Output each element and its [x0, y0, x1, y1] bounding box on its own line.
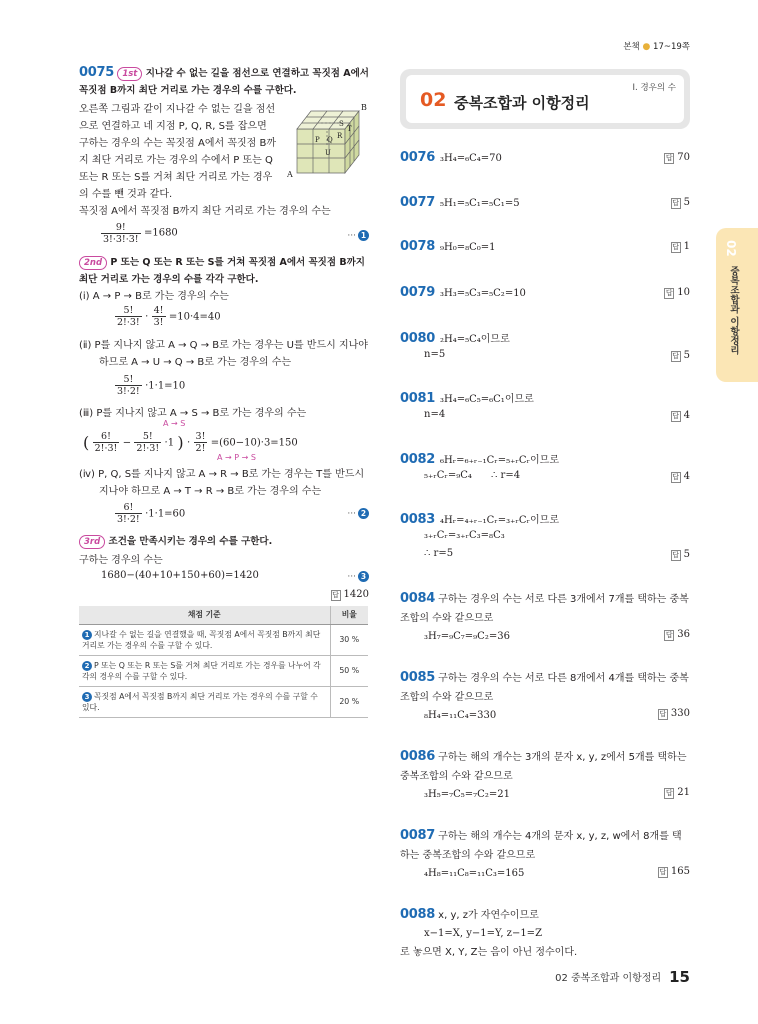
final-lead: 구하는 경우의 수는: [79, 555, 163, 566]
step-2-text: P 또는 Q 또는 R 또는 S를 거쳐 꼭짓점 A에서 꼭짓점 B까지 최단 거리로 가는 경우의 수를 각각 구한다.: [79, 257, 365, 285]
svg-text:U: U: [325, 149, 331, 157]
chapter-section: Ⅰ. 경우의 수: [632, 83, 676, 93]
answer-0087: 0087 구하는 해의 개수는 4개의 문자 x, y, z, w에서 8개를 택하는 중복조합의 수와 같으므로 ₄H₈=₁₁C₈=₁₁C₃=165 답 165: [400, 828, 690, 879]
formula-case-3: A → S A → P → S ( $\frac{6!}{2!\cdot 3!}$ − $\frac{5!}{2!\cdot 3!}$ ·1 ) · $\frac{3!}{2!}$ =(60−10)·3=150: [83, 419, 298, 462]
case-2: (ⅱ) P를 지나지 않고 A → Q → B로 가는 경우는 U를 반드시 지나야 하므로 A → U → Q → B로 가는 경우의 수는: [79, 340, 368, 368]
chapter-number: 02: [420, 89, 447, 111]
page-number: 15: [669, 968, 690, 986]
footer-chapter: 02 중복조합과 이항정리: [555, 973, 662, 984]
answer-0084: 0084 구하는 경우의 수는 서로 다른 3개에서 7개를 택하는 중복조합의 수와 같으므로 ₃H₇=₉C₇=₉C₂=36 답 36: [400, 591, 690, 642]
page-footer: [555, 968, 690, 986]
case-4: (ⅳ) P, Q, S를 지나지 않고 A → R → B로 가는 경우는 T를 반드시 지나야 하므로 A → T → R → B로 가는 경우의 수는: [79, 469, 365, 497]
answer-0088: 0088 x, y, z가 자연수이므로 x−1=X, y−1=Y, z−1=Z 로 놓으면 X, Y, Z는 음이 아닌 정수이다.: [400, 907, 578, 958]
page-reference: 본책 ● 17~19쪽: [623, 42, 690, 52]
answer-0076: 0076 ₃H₄=₆C₄=70 답 70: [400, 150, 690, 165]
answer-0077: 0077 ₅H₁=₅C₁=₅C₁=5 답 5: [400, 195, 690, 210]
svg-text:A: A: [287, 170, 293, 177]
scoring-header-criteria: 채점 기준: [79, 606, 330, 624]
cube-grid-figure: [287, 101, 369, 177]
step-badge-3: 3rd: [79, 535, 105, 549]
scoring-row: 1 지나갈 수 없는 길을 연결했을 때, 꼭짓점 A에서 꼭짓점 B까지 최단 거리로 가는 경우의 수를 구할 수 있다. 30 %: [79, 624, 368, 655]
chapter-heading: [400, 69, 690, 129]
svg-text:S: S: [339, 120, 344, 128]
scoring-header-ratio: 비율: [330, 606, 368, 624]
step-1-text: 지나갈 수 없는 길을 점선으로 연결하고 꼭짓점 A에서 꼭짓점 B까지 최단 거리로 가는 경우의 수를 구한다.: [79, 68, 369, 96]
final-answer: 답 1420: [332, 589, 369, 600]
svg-text:P: P: [315, 136, 320, 144]
step-badge-2: 2nd: [79, 256, 107, 270]
svg-text:T: T: [347, 125, 352, 133]
case-1: (ⅰ) A → P → B로 가는 경우의 수는: [79, 291, 229, 302]
formula-case-4: $\frac{6!}{3!\cdot 2!}$ ·1·1=60 ··· 2: [115, 500, 369, 532]
case-3: (ⅲ) P를 지나지 않고 A → S → B로 가는 경우의 수는: [79, 408, 307, 419]
answer-0086: 0086 구하는 해의 개수는 3개의 문자 x, y, z에서 5개를 택하는 중복조합의 수와 같으므로 ₃H₅=₇C₅=₇C₂=21 답 21: [400, 749, 690, 800]
formula-total: $\frac{9!}{3!\cdot 3!\cdot 3!}$ =1680 ··· 1: [101, 220, 369, 252]
solution-body-2: 꼭짓점 A에서 꼭짓점 B까지 최단 거리로 가는 경우의 수는: [79, 206, 331, 217]
svg-text:B: B: [361, 103, 367, 112]
step-badge-1: 1st: [117, 67, 142, 81]
answer-0085: 0085 구하는 경우의 수는 서로 다른 8개에서 4개를 택하는 중복조합의 수와 같으므로 ₈H₄=₁₁C₄=330 답 330: [400, 670, 690, 721]
answer-0079: 0079 ₃H₃=₅C₃=₅C₂=10 답 10: [400, 285, 690, 300]
answer-0081: 0081 ₃H₄=₆C₅=₆C₁이므로 n=4 답 4: [400, 391, 690, 421]
solution-body: 오른쪽 그림과 같이 지나갈 수 없는 길을 점선으로 연결하고 네 지점 P, Q, R, S를 잡으면 구하는 경우의 수는 꼭짓점 A에서 꼭짓점 B까지 최단 거리로 가는 경우의 수에서 P 또는 Q 또는 R 또는 S를 거쳐 최단 거리로 가는 경우의 수를 뺀 것과 같다.: [79, 104, 276, 200]
scoring-table: [79, 606, 368, 718]
answer-0080: 0080 ₂H₄=₅C₄이므로 n=5 답 5: [400, 331, 690, 361]
svg-text:Q: Q: [327, 136, 333, 144]
svg-text:R: R: [337, 132, 343, 140]
formula-case-2: $\frac{5!}{3!\cdot 2!}$ ·1·1=10: [117, 374, 186, 397]
chapter-side-tab: 02 중복조합과 이항정리: [716, 228, 758, 382]
answer-0078: 0078 ₉H₀=₈C₀=1 답 1: [400, 239, 690, 254]
final-formula: 1680−(40+10+150+60)=1420 ··· 3: [101, 569, 369, 589]
scoring-row: 3 꼭짓점 A에서 꼭짓점 B까지 최단 거리로 가는 경우의 수를 구할 수 있다. 20 %: [79, 686, 368, 717]
problem-number: 0075: [79, 65, 114, 80]
scoring-row: 2 P 또는 Q 또는 R 또는 S를 거쳐 최단 거리로 가는 경우를 나누어 각각의 경우의 수를 구할 수 있다. 50 %: [79, 655, 368, 686]
formula-case-1: $\frac{5!}{2!\cdot 3!}$ · $\frac{4!}{3!}$ =10·4=40: [117, 305, 221, 328]
answer-0083: 0083 ₄Hᵣ=₄₊ᵣ₋₁Cᵣ=₃₊ᵣCᵣ이므로 ₃₊ᵣCᵣ=₃₊ᵣC₃=₈C₃ ∴ r=5 답 5: [400, 512, 690, 560]
step-3-text: 조건을 만족시키는 경우의 수를 구한다.: [108, 536, 273, 547]
answer-0082: 0082 ₆Hᵣ=₆₊ᵣ₋₁Cᵣ=₅₊ᵣCᵣ이므로 ₅₊ᵣCᵣ=₉C₄ ∴ r=4 답 4: [400, 452, 690, 482]
chapter-title: 중복조합과 이항정리: [454, 94, 590, 112]
